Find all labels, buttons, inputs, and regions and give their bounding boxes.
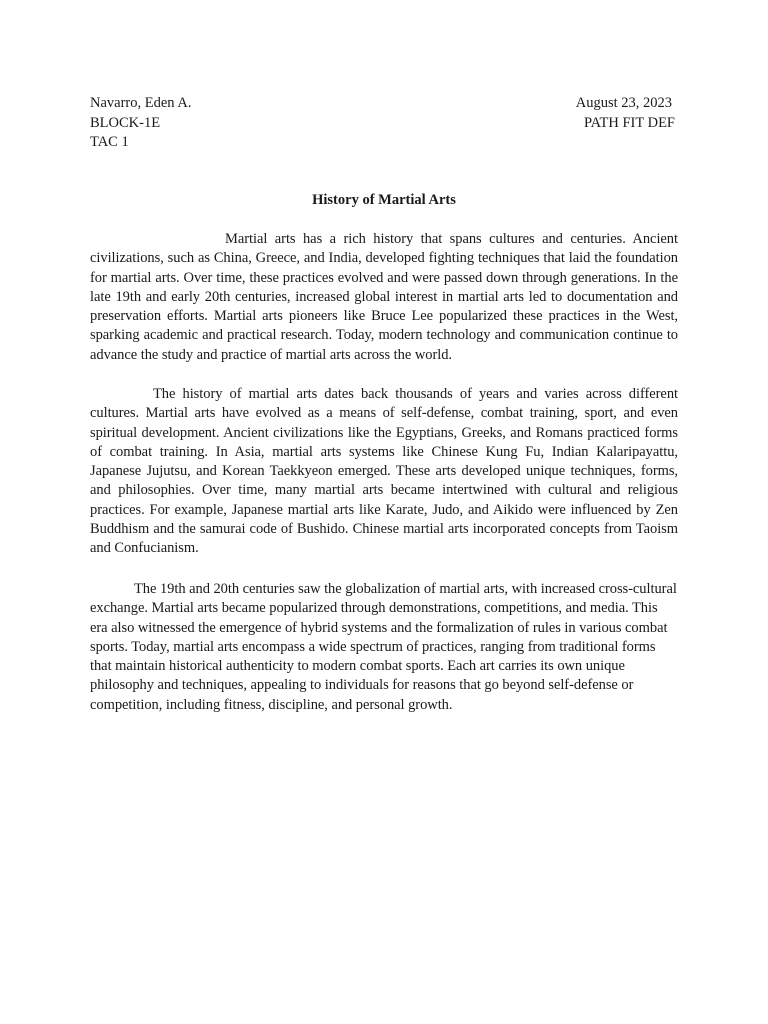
body-paragraph-2: The history of martial arts dates back thousands of years and varies across different cultures. Martial arts have evolved as a means of self-defense, combat training, sport, and even spiritual development. Ancient civilizations like the Egyptians, Greeks, and Romans practiced forms of combat training. In Asia, martial arts systems like Chinese Kung Fu, Indian Kalaripayattu, Japanese Jujutsu, and Korean Taekkyeon emerged. These arts developed unique techniques, forms, and philosophies. Over time, many martial arts became intertwined with cultural and religious practices. For example, Japanese martial arts like Karate, Judo, and Aikido were influenced by Zen Buddhism and the samurai code of Bushido. Chinese martial arts incorporated concepts from Taoism and Confucianism. [90, 386, 678, 557]
author-info [90, 94, 191, 153]
document-date: August 23, 2023 [575, 95, 672, 111]
tac-label: TAC 1 [90, 134, 129, 150]
document-title: History of Martial Arts [312, 192, 456, 208]
student-block: BLOCK-1E [90, 114, 161, 131]
course-info [575, 94, 675, 133]
body-paragraph-1: Martial arts has a rich history that spans cultures and centuries. Ancient civilizations, such as China, Greece, and India, developed fighting techniques that laid the foundation for martial arts. Over time, these practices evolved and were passed down through generations. In the late 19th and early 20th centuries, increased global interest in martial arts led to documentation and preservation efforts. Martial arts pioneers like Bruce Lee popularized these practices in the West, sparking academic and practical research. Today, modern technology and communication continue to advance the study and practice of martial arts across the world. [90, 231, 678, 363]
course-name: PATH FIT DEF [583, 114, 675, 131]
body-paragraph-3: The 19th and 20th centuries saw the globalization of martial arts, with increased cross-cultural exchange. Martial arts became popularized through demonstrations, competitions, and media. This era also witnessed the emergence of hybrid systems and the formalization of rules in various combat sports. Today, martial arts encompass a wide spectrum of practices, ranging from traditional forms that maintain historical authenticity to modern combat sports. Each art carries its own unique philosophy and techniques, appealing to individuals for reasons that go beyond self-defense or competition, including fitness, discipline, and personal growth. [90, 581, 677, 713]
student-name: Navarro, Eden A. [90, 95, 192, 111]
